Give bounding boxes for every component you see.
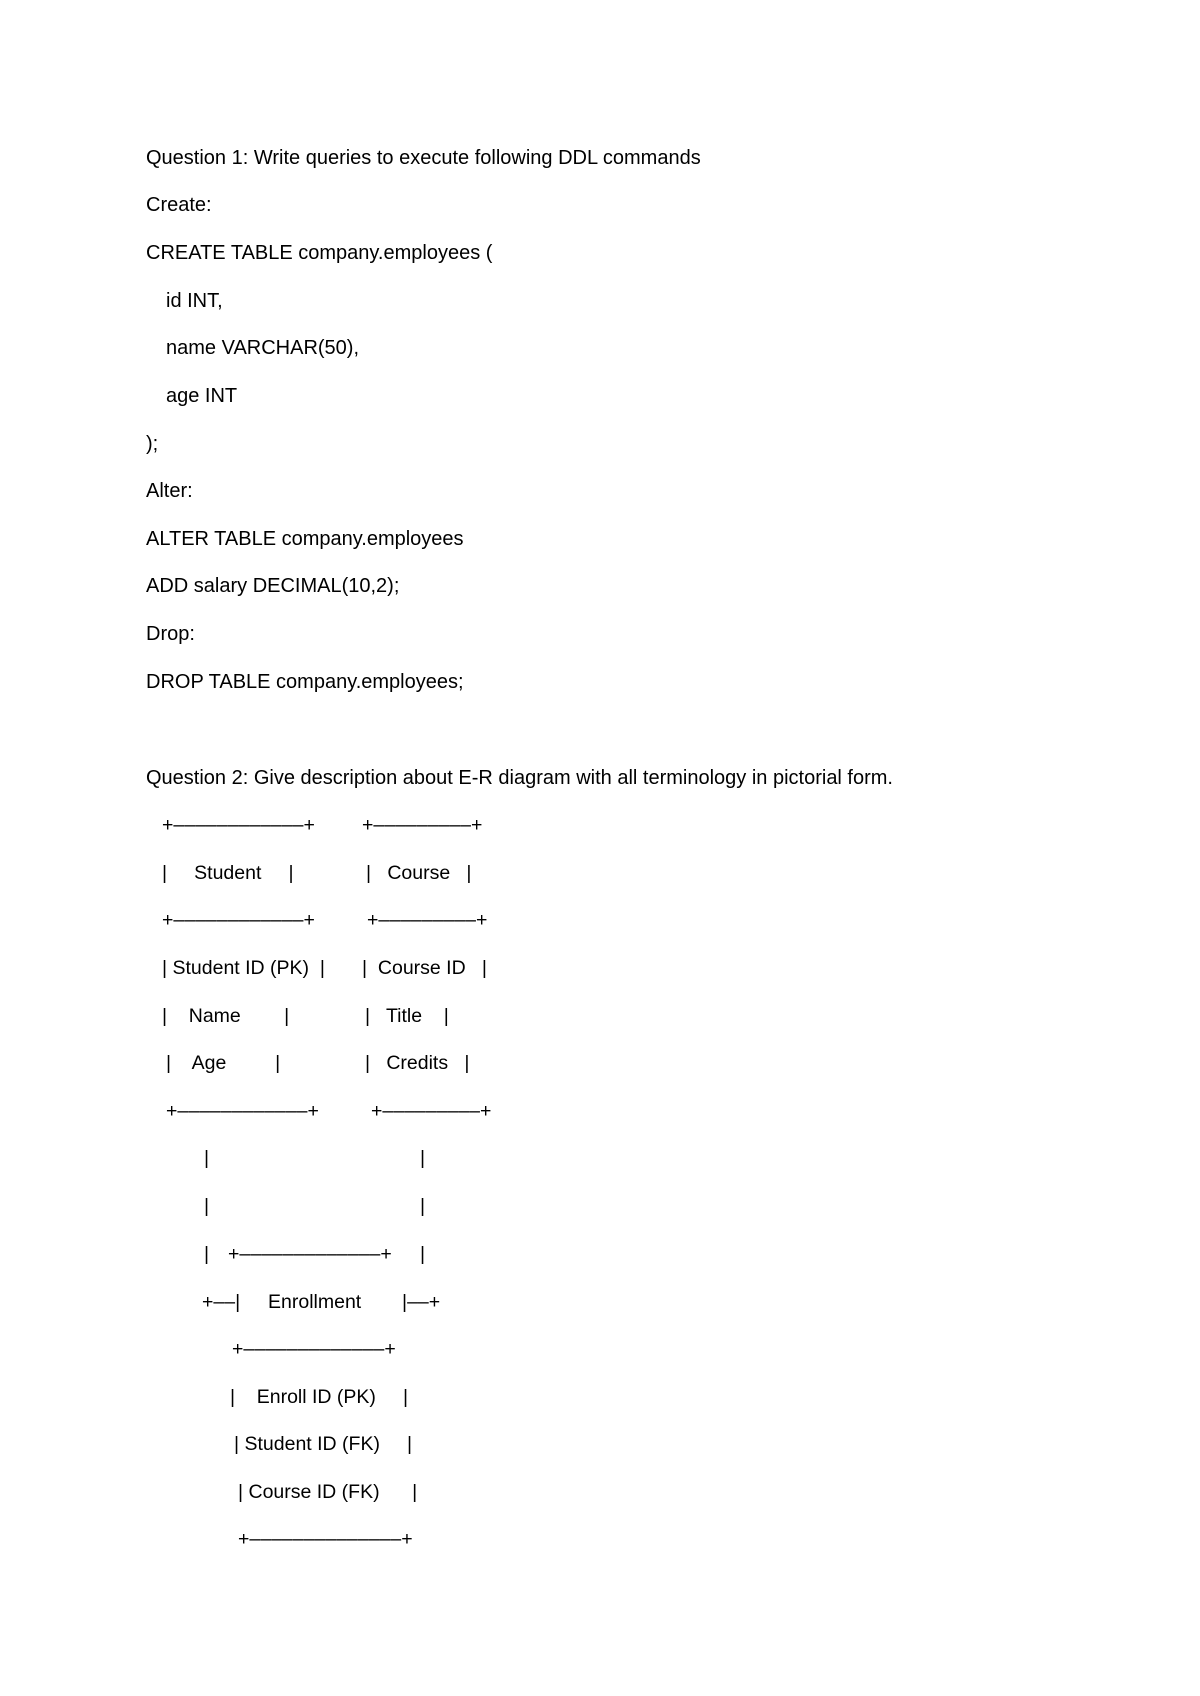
create-line: ); [146, 433, 159, 455]
alter-line: ADD salary DECIMAL(10,2); [146, 575, 400, 597]
drop-line: DROP TABLE company.employees; [146, 671, 464, 693]
create-line: name VARCHAR(50), [166, 337, 360, 359]
connector-line: | [204, 1195, 210, 1217]
connector-line: | [204, 1243, 210, 1265]
enrollment-border-top: +–––––––––––––+ [228, 1243, 392, 1265]
course-border-top: +–––––––––+ [362, 814, 483, 836]
alter-label: Alter: [146, 480, 193, 502]
student-border-bottom: +––––––––––––+ [166, 1100, 319, 1122]
enrollment-connector-right: |––+ [402, 1291, 441, 1313]
connector-line: | [420, 1195, 426, 1217]
student-border-mid: +––––––––––––+ [162, 909, 315, 931]
course-border-mid: +–––––––––+ [367, 909, 488, 931]
enrollment-connector-left: +––| [202, 1291, 241, 1313]
enrollment-border-mid: +–––––––––––––+ [232, 1338, 396, 1360]
question-1-heading: Question 1: Write queries to execute following DDL commands [146, 147, 701, 169]
course-entity-title: | Course | [366, 862, 472, 884]
course-attribute: | Course ID | [362, 957, 487, 979]
enrollment-attribute: | Student ID (FK) | [234, 1433, 413, 1455]
course-border-bottom: +–––––––––+ [371, 1100, 492, 1122]
alter-line: ALTER TABLE company.employees [146, 528, 464, 550]
student-entity-title: | Student | [162, 862, 294, 884]
create-line: id INT, [166, 290, 223, 312]
student-attribute: | Name | [162, 1005, 290, 1027]
connector-line: | [204, 1147, 210, 1169]
student-border-top: +––––––––––––+ [162, 814, 315, 836]
create-line: CREATE TABLE company.employees ( [146, 242, 493, 264]
drop-label: Drop: [146, 623, 195, 645]
student-attribute: | Age | [166, 1052, 281, 1074]
student-attribute: | Student ID (PK) | [162, 957, 325, 979]
course-attribute: | Title | [365, 1005, 449, 1027]
course-attribute: | Credits | [365, 1052, 470, 1074]
create-line: age INT [166, 385, 238, 407]
question-2-heading: Question 2: Give description about E-R diagram with all terminology in pictorial form. [146, 767, 893, 789]
enrollment-entity-title: Enrollment [268, 1291, 362, 1313]
enrollment-border-bottom: +––––––––––––––+ [238, 1528, 413, 1550]
enrollment-attribute: | Course ID (FK) | [238, 1481, 418, 1503]
enrollment-attribute: | Enroll ID (PK) | [230, 1386, 409, 1408]
connector-line: | [420, 1243, 426, 1265]
create-label: Create: [146, 194, 212, 216]
connector-line: | [420, 1147, 426, 1169]
